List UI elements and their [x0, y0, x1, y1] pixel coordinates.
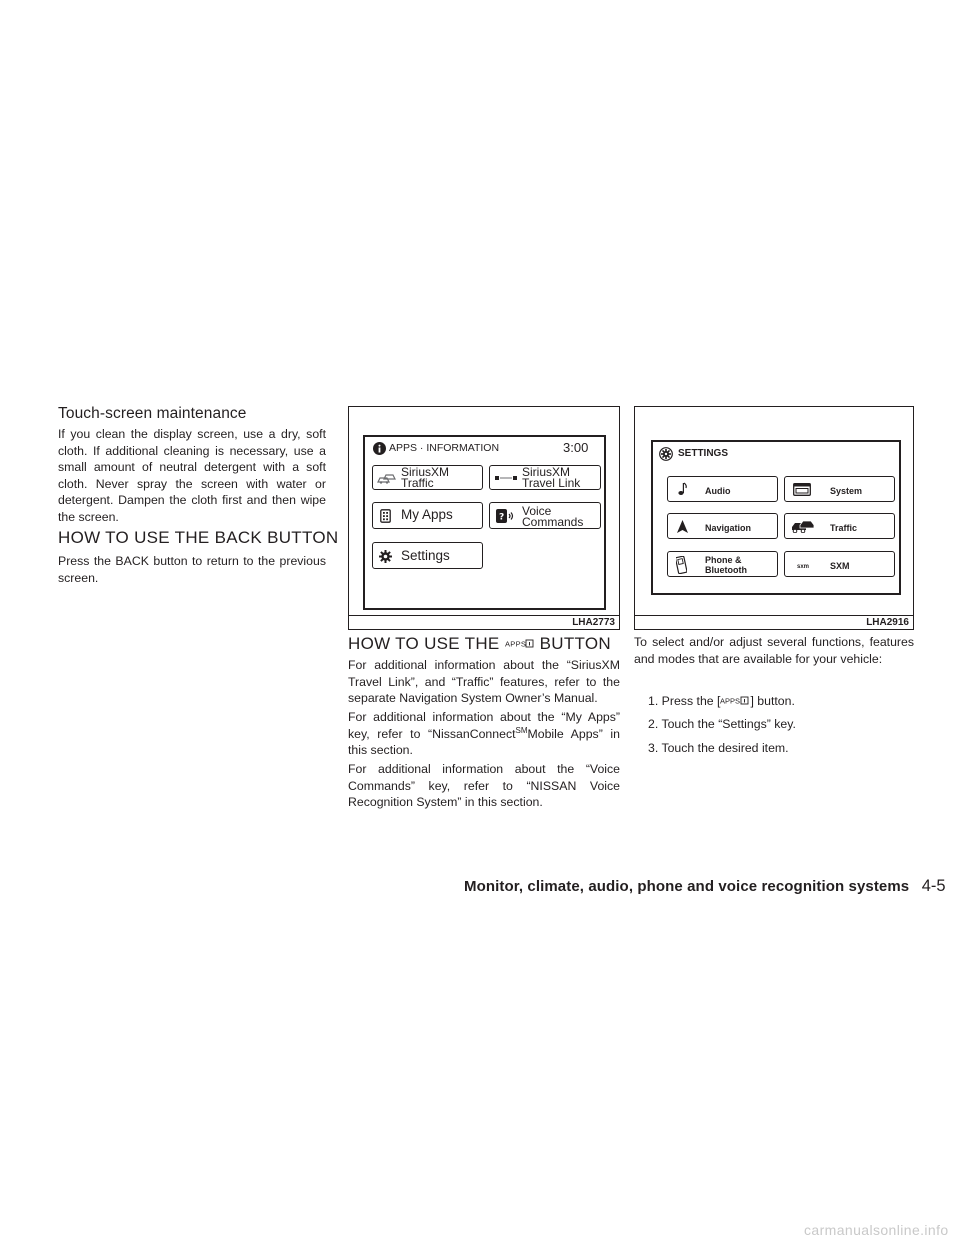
voice-commands-label-1: Voice	[522, 504, 552, 518]
figure-code: LHA2916	[866, 617, 909, 628]
back-button-body: Press the BACK button to return to the previous screen.	[58, 554, 326, 585]
apps-button-icon	[505, 639, 535, 648]
gear-icon	[379, 550, 392, 563]
phone-bluetooth-label-2: Bluetooth	[705, 565, 747, 575]
siriusxm-traffic-key[interactable]	[372, 465, 483, 490]
traffic-key[interactable]	[784, 513, 895, 539]
svg-text:?: ?	[499, 512, 505, 523]
sxm-key[interactable]	[784, 551, 895, 577]
apps-clock: 3:00	[563, 440, 589, 455]
sxm-label: SXM	[830, 561, 850, 571]
touch-screen-maintenance-body: If you clean the display screen, use a dry, soft cloth. If additional cleaning is necessary, use a small amount of neutral detergent with a soft cloth. Never spray the screen with water or detergent. Dampen the cloth first and then wipe the screen.	[58, 427, 326, 524]
service-mark: SM	[515, 725, 528, 735]
figure-settings	[634, 406, 914, 630]
step-1-text: 1. Press the [	[648, 694, 721, 708]
settings-key[interactable]	[372, 542, 483, 569]
settings-header-title: SETTINGS	[678, 448, 729, 459]
apps-info-para-3: For additional information about the “Voice Commands” key, refer to “NISSAN Voice Recognition System” in this section.	[348, 762, 620, 810]
apps-heading-pre: HOW TO USE THE	[348, 634, 500, 653]
apps-button-icon	[720, 696, 750, 705]
phone-apps-icon	[380, 509, 391, 523]
apps-header-title: APPS · INFORMATION	[389, 442, 500, 454]
back-button-heading: HOW TO USE THE BACK BUTTON	[58, 528, 339, 547]
siriusxm-traffic-label-1: SiriusXM	[401, 465, 450, 479]
traffic-label: Traffic	[830, 523, 858, 533]
step-3: 3. Touch the desired item.	[648, 741, 789, 755]
system-label: System	[830, 486, 863, 496]
travel-link-label-2: Travel Link	[522, 476, 581, 490]
travel-link-label-1: SiriusXM	[522, 465, 571, 479]
page-number: 4-5	[921, 877, 946, 895]
voice-commands-key[interactable]	[489, 502, 601, 529]
figure-code: LHA2773	[572, 617, 615, 628]
apps-icon-text: APPS	[504, 639, 526, 649]
watermark: carmanualsonline.info	[804, 1222, 949, 1238]
apps-info-para-2	[348, 709, 620, 759]
traffic-cars-icon	[377, 473, 397, 484]
voice-recognition-icon	[496, 509, 514, 523]
siriusxm-travel-link-key[interactable]	[489, 465, 601, 490]
phone-bluetooth-key[interactable]	[667, 551, 778, 577]
navigation-arrow-icon	[677, 520, 688, 533]
voice-commands-label-2: Commands	[522, 515, 584, 529]
navigation-key[interactable]	[667, 513, 778, 539]
audio-key[interactable]	[667, 476, 778, 502]
chapter-title: Monitor, climate, audio, phone and voice recognition systems	[464, 878, 910, 895]
mobile-phone-icon	[676, 556, 687, 574]
figure-apps-information	[348, 406, 620, 630]
siriusxm-traffic-label-2: Traffic	[401, 476, 434, 490]
audio-label: Audio	[705, 486, 731, 496]
apps-button-heading	[348, 634, 611, 654]
system-screen-icon	[793, 483, 811, 496]
music-note-icon	[678, 482, 688, 496]
apps-icon-text: APPS	[720, 696, 741, 706]
page-footer	[464, 877, 946, 896]
phone-bluetooth-label-1: Phone &	[705, 555, 742, 565]
figure-caption-rule	[349, 615, 619, 616]
apps-heading-post: BUTTON	[539, 634, 612, 653]
touch-screen-maintenance-heading: Touch-screen maintenance	[58, 405, 247, 422]
step-1-tail: ] button.	[750, 694, 795, 708]
navigation-label: Navigation	[705, 523, 752, 533]
system-key[interactable]	[784, 476, 895, 502]
my-apps-key[interactable]	[372, 502, 483, 529]
settings-gear-icon	[659, 447, 673, 461]
settings-screen	[651, 440, 901, 595]
apps-info-para-1: For additional information about the “SiriusXM Travel Link”, and “Traffic” features, refer to the separate Navigation System Owner’s Manual.	[348, 658, 620, 706]
apps-info-para-2-text: For additional information about the “My Apps” key, refer to “NissanConnect	[348, 710, 620, 741]
info-icon	[373, 442, 386, 455]
my-apps-label: My Apps	[401, 507, 453, 522]
sxm-logo-icon: sxm	[797, 564, 810, 570]
figure-caption-rule	[635, 615, 913, 616]
traffic-car-icon	[791, 520, 815, 533]
travel-link-icon	[495, 475, 517, 481]
select-functions-intro: To select and/or adjust several functions, features and modes that are available for your vehicle:	[634, 635, 914, 666]
apps-screen	[363, 435, 606, 610]
step-2: 2. Touch the “Settings” key.	[648, 717, 796, 731]
settings-label: Settings	[401, 548, 450, 563]
step-1	[648, 693, 795, 710]
apps-info-para-2-tail: Mobile Apps” in this section.	[348, 726, 620, 758]
